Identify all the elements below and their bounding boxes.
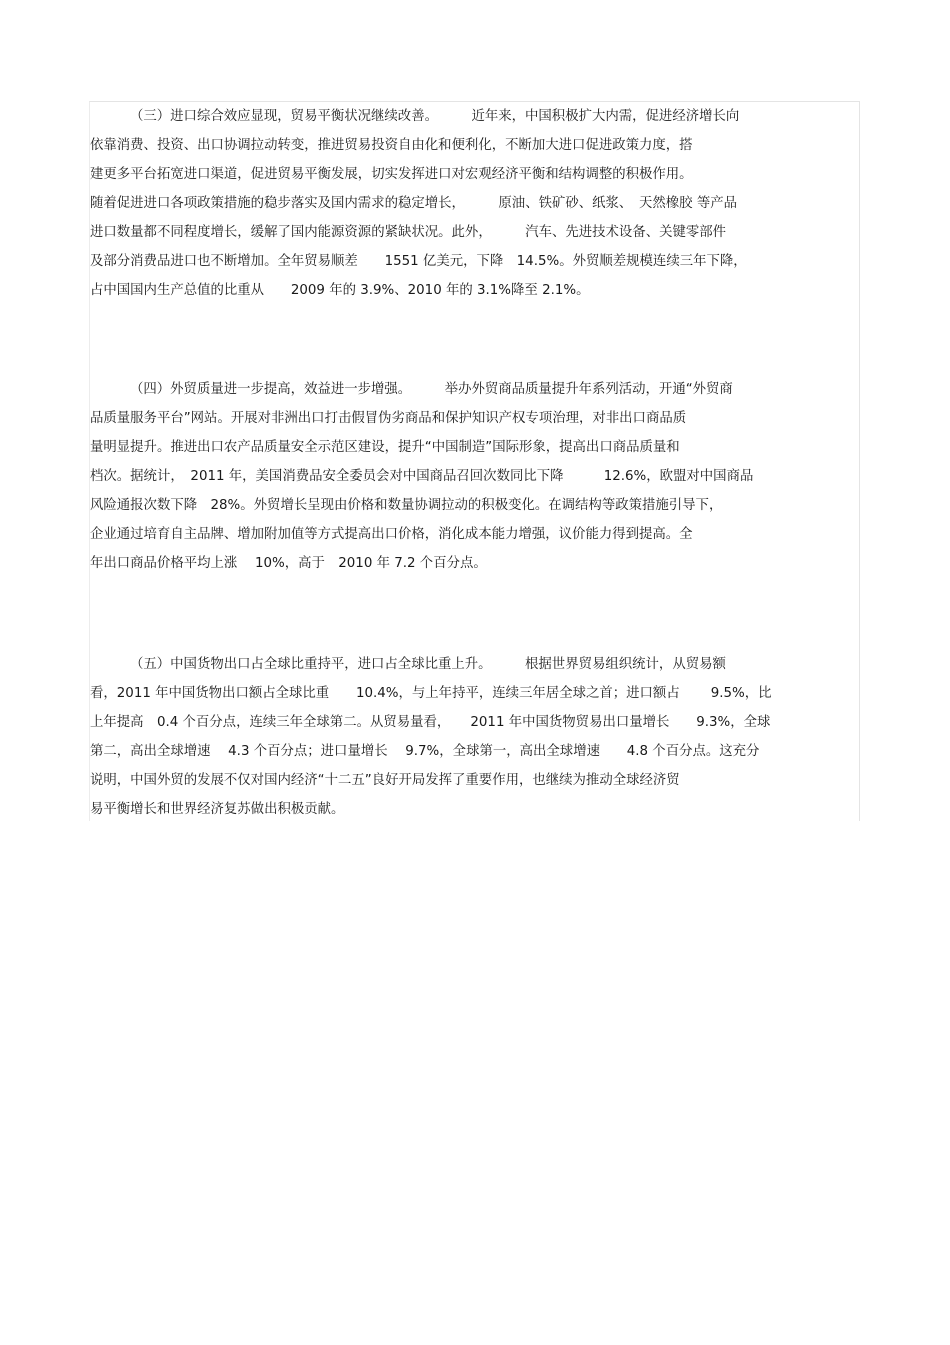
paragraph-line: 易平衡增长和世界经济复苏做出积极贡献。 [90,802,345,817]
paragraph-line: 档次。据统计， 2011 年，美国消费品安全委员会对中国商品召回次数同比下降 12.6%，欧盟对中国商品 [90,469,754,484]
paragraph-line: （四）外贸质量进一步提高，效益进一步增强。 举办外贸商品质量提升年系列活动，开通“外贸商 [130,382,733,397]
paragraph-line: 量明显提升。推进出口农产品质量安全示范区建设，提升“中国制造”国际形象，提高出口商品质量和 [90,440,680,455]
paragraph-line: 进口数量都不同程度增长，缓解了国内能源资源的紧缺状况。此外， 汽车、先进技术设备、关键零部件 [90,225,727,240]
paragraph-line: （三）进口综合效应显现，贸易平衡状况继续改善。 近年来，中国积极扩大内需，促进经济增长向 [130,109,740,124]
paragraph-line: 说明，中国外贸的发展不仅对国内经济“十二五”良好开局发挥了重要作用，也继续为推动全球经济贸 [90,773,680,788]
paragraph-line: 年出口商品价格平均上涨 10%，高于 2010 年 7.2 个百分点。 [90,556,487,571]
paragraph-line: 依靠消费、投资、出口协调拉动转变，推进贸易投资自由化和便利化，不断加大进口促进政策力度，搭 [90,138,693,153]
paragraph-line: 第二，高出全球增速 4.3 个百分点；进口量增长 9.7%，全球第一，高出全球增速 4.8 个百分点。这充分 [90,744,760,759]
paragraph-line: 上年提高 0.4 个百分点，连续三年全球第二。从贸易量看， 2011 年中国货物贸易出口量增长 9.3%，全球 [90,715,771,730]
paragraph-line: 随着促进进口各项政策措施的稳步落实及国内需求的稳定增长， 原油、铁矿砂、纸浆、 天然橡胶 等产品 [90,196,737,211]
paragraph-imports [90,102,850,305]
paragraph-quality [90,375,850,578]
paragraph-line: 风险通报次数下降 28%。外贸增长呈现由价格和数量协调拉动的积极变化。在调结构等政策措施引导下， [90,498,723,513]
paragraph-line: 建更多平台拓宽进口渠道，促进贸易平衡发展，切实发挥进口对宏观经济平衡和结构调整的积极作用。 [90,167,693,182]
paragraph-global-share [90,650,850,824]
paragraph-line: 看，2011 年中国货物出口额占全球比重 10.4%，与上年持平，连续三年居全球之首；进口额占 9.5%，比 [90,686,772,701]
paragraph-line: 及部分消费品进口也不断增加。全年贸易顺差 1551 亿美元，下降 14.5%。外贸顺差规模连续三年下降， [90,254,747,269]
paragraph-line: 占中国国内生产总值的比重从 2009 年的 3.9%、2010 年的 3.1%降至 2.1%。 [90,283,590,298]
paragraph-line: 品质量服务平台”网站。开展对非洲出口打击假冒伪劣商品和保护知识产权专项治理，对非出口商品质 [90,411,687,426]
paragraph-line: 企业通过培育自主品牌、增加附加值等方式提高出口价格，消化成本能力增强，议价能力得到提高。全 [90,527,693,542]
paragraph-line: （五）中国货物出口占全球比重持平，进口占全球比重上升。 根据世界贸易组织统计，从贸易额 [130,657,726,672]
